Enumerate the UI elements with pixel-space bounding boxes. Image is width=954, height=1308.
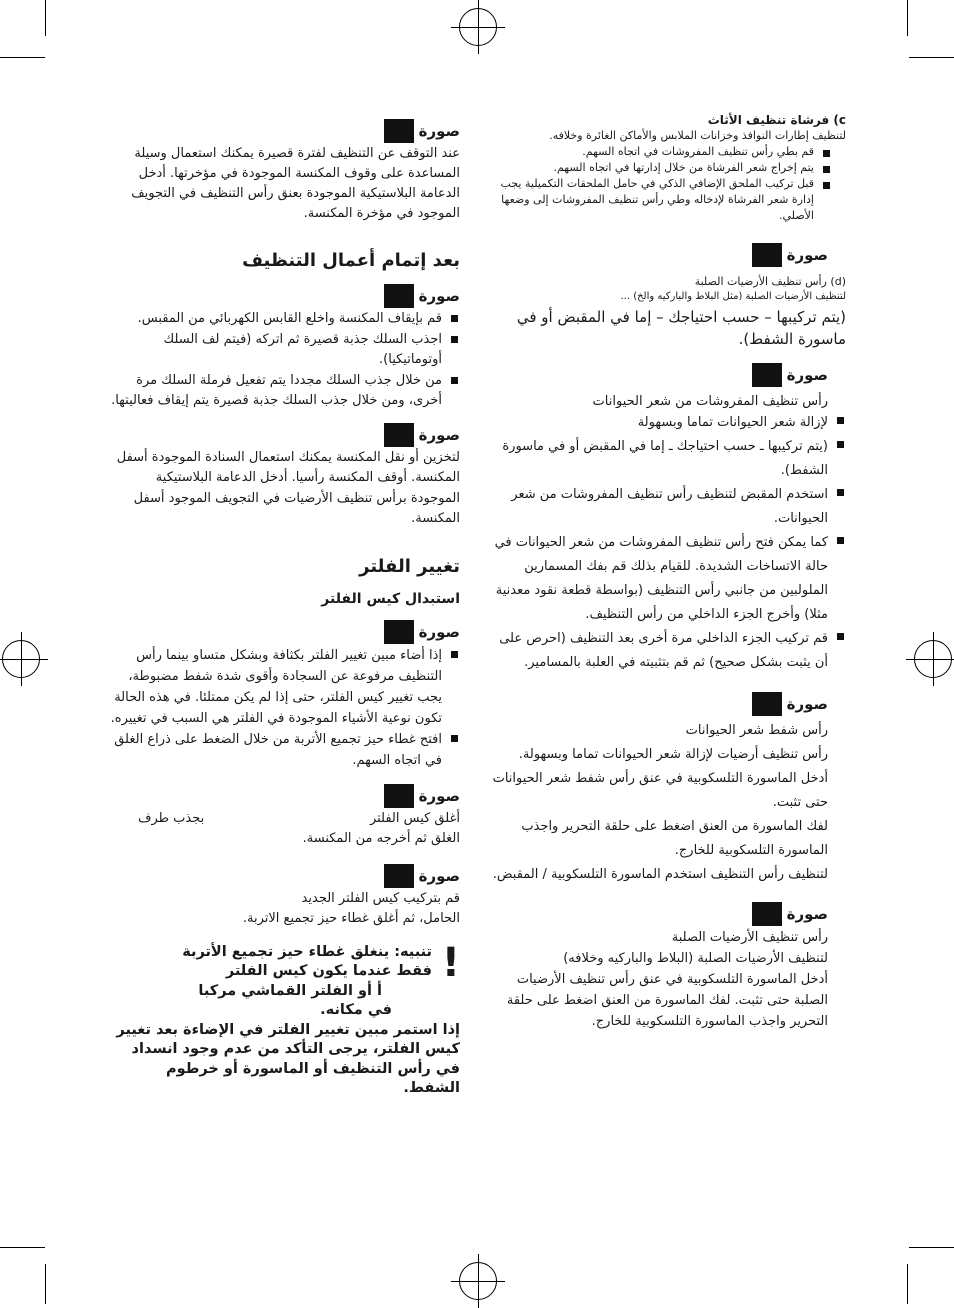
figure-image [384,864,414,888]
list-item: افتح غطاء حيز تجميع الأتربة من خلال الضغط على ذراع الغلق في اتجاه السهم. [108,729,460,771]
list-item: قبل تركيب الملحق الإضافي الذكي في حامل الملحقات التكميلية يجب إدارة شعر الفرشاة لإدخاله وطي رأس تنظيف المفروشات إلى وضعها الأصلي. [482,176,832,224]
figure-label: صورة [108,619,460,645]
section-c-list [482,144,846,224]
figure-image [752,692,782,716]
after-cleaning-list [108,309,460,412]
section-c-intro: لتنظيف إطارات النوافذ وخزانات الملابس والأماكن الغائرة وخلافه. [549,129,846,142]
warning-block [108,939,460,1099]
figure-image [752,363,782,387]
warning-line: في مكانه. [320,1002,392,1018]
crop-mark [0,1247,45,1248]
section-e-title: رأس تنظيف المفروشات من شعر الحيوانات [592,394,828,409]
warning-line: تنبيه: ينغلق غطاء حيز تجميع الأتربة [182,943,432,960]
list-item: اجذب السلك جذبة قصيرة ثم اتركه (فيتم لف السلك أوتوماتيكيا). [108,330,460,371]
figure-label: صورة [482,242,828,268]
list-item: قم تركيب الجزء الداخلي مرة أخرى بعد التنظيف (احرص على أن يثبت بشكل صحيح) ثم قم بتثبيته في العلبة بالمسامير. [482,627,846,675]
close-bag-line2: الغلق ثم أخرجه من المكنسة. [302,830,460,846]
pause-text: عند التوقف عن التنظيف لفترة قصيرة يمكنك استعمال وسيلة المساعدة على وقوف المكنسة الموجودة في مؤخرتها. أدخل الدعامة البلاستيكية الموجودة بعنق رأس التنظيف في التجويف الموجود في مؤخرة المكنسة. [131,146,460,221]
figure-image [384,784,414,808]
section-d-text: (يتم تركيبها – حسب احتياجك – إما في المقبض أو في ماسورة الشفط). [516,308,846,348]
exclamation-icon: ! [441,939,460,986]
filter-change-heading: تغيير الفلتر [359,555,460,577]
section-g-text: رأس تنظيف الأرضيات الصلبة لتنظيف الأرضيات الصلبة (البلاط والباركيه وخلافه) أدخل الماسورة التلسكوبية في عنق رأس تنظيف الأرضيات الصلبة حتى تثبت. لفك الماسورة من العنق اضغط على حلقة التحرير واجذب الماسورة التلسكوبية للخارج. [506,930,828,1029]
figure-image [384,284,414,308]
figure-image [752,902,782,926]
figure-label: صورة [108,118,460,144]
right-column [482,112,846,1032]
figure-image [384,423,414,447]
crop-mark [0,57,45,58]
figure-label: صورة [108,863,460,889]
list-item: يتم إخراج شعر الفرشاة من خلال إدارتها في اتجاه السهم. [482,160,832,176]
list-item: (يتم تركيبها ـ حسب احتياجك ـ إما في المقبض أو في ماسورة الشفط). [482,435,846,483]
list-item: استخدم المقبض لتنظيف رأس تنظيف المفروشات من شعر الحيوانات. [482,483,846,531]
registration-mark-icon [459,8,497,46]
warning-line: إذا استمر مبين تغيير الفلتر في الإضاءة بعد تغيير كيس الفلتر، يرجى التأكد من عدم وجود انسداد في رأس التنظيف أو الماسورة أو خرطوم الشفط. [116,1021,460,1096]
left-column [108,118,460,1099]
figure-label: صورة [482,691,828,717]
list-item: لإزالة شعر الحيوانات تماما وبسهولة [482,411,846,435]
crop-mark [909,57,954,58]
crop-mark [907,1264,908,1304]
crop-mark [909,1247,954,1248]
list-item: إذا أضاء مبين تغيير الفلتر بكثافة وبشكل متساو بينما رأس التنظيف مرفوعة عن السجادة وأقوى شدة شفط مضبوطة، يجب تغيير كيس الفلتر، حتى إذا لم يكن ممتلئا. في هذه الحالة تكون نوعية الأشياء الموجودة في الفلتر هي السبب في تغييره. [108,645,460,729]
after-cleaning-heading: بعد إتمام أعمال التنظيف [242,250,460,271]
close-bag-text: أغلق كيس الفلتر [369,810,460,826]
figure-label: صورة [108,283,460,309]
close-bag-line [108,809,460,829]
close-bag-text-end: بجذب طرف [138,810,205,826]
new-bag-text: قم بتركيب كيس الفلتر الجديد الحامل، ثم أغلق غطاء حيز تجميع الاتربة. [242,890,460,926]
figure-image [384,620,414,644]
section-e-list [482,411,846,675]
list-item: كما يمكن فتح رأس تنظيف المفروشات من شعر الحيوانات في حالة الاتساخات الشديدة. للقيام بذلك قم بفك المسمارين الملولبين من جانبي رأس التنظيف (بواسطة قطعة نقود معدنية مثلا) وأخرج الجزء الداخلي من رأس التنظيف. [482,531,846,627]
bag-replace-heading: استبدال كيس الفلتر [321,590,460,607]
registration-mark-icon [2,640,40,678]
figure-label: صورة [108,422,460,448]
list-item: قم بطي رأس تنظيف المفروشات في اتجاه السهم. [482,144,832,160]
crop-mark [45,1264,46,1304]
figure-label: صورة [108,783,460,809]
section-d-desc: لتنظيف الأرضيات الصلبة (مثل البلاط والباركيه والخ) ... [620,291,846,302]
list-item: قم بإيقاف المكنسة واخلع القابس الكهربائي من المقبس. [108,309,460,330]
registration-mark-icon [914,640,952,678]
crop-mark [907,0,908,36]
warning-line: فقط عندما يكون كيس الفلتر [225,963,432,979]
figure-label: صورة [482,362,828,388]
registration-mark-icon [459,1262,497,1300]
storage-text: لتخزين أو نقل المكنسة يمكنك استعمال السنادة الموجودة أسفل المكنسة. أوقف المكنسة رأسيا. أدخل الدعامة البلاستيكية الموجودة برأس تنظيف الأرضيات في التجويف الموجود أسفل المكنسة. [116,449,460,526]
section-f-text: رأس شفط شعر الحيوانات رأس تنظيف أرضيات لإزالة شعر الحيوانات تماما وبسهولة. أدخل الماسورة التلسكوبية في عنق رأس شفط شعر الحيوانات حتى تثبت. لفك الماسورة من العنق اضغط على حلقة التحرير واجذب الماسورة التلسكوبية للخارج. لتنظيف رأس التنظيف استخدم الماسورة التلسكوبية / المقبض. [492,723,828,882]
section-c-title: c) فرشاة تنظيف الأثاث [707,113,846,127]
warning-line: أ أو الفلتر القماشي مركبا [198,982,382,999]
bag-replace-list [108,645,460,771]
figure-label: صورة [482,901,828,927]
figure-image [752,243,782,267]
section-d-title: (d) رأس تنظيف الأرضيات الصلبة [694,275,846,288]
crop-mark [45,0,46,36]
figure-image [384,119,414,143]
list-item: من خلال جذب السلك مجددا يتم تفعيل فرملة السلك مرة أخرى، ومن خلال جذب السلك جذبة قصيرة يتم إيقاف فعاليتها. [108,371,460,412]
